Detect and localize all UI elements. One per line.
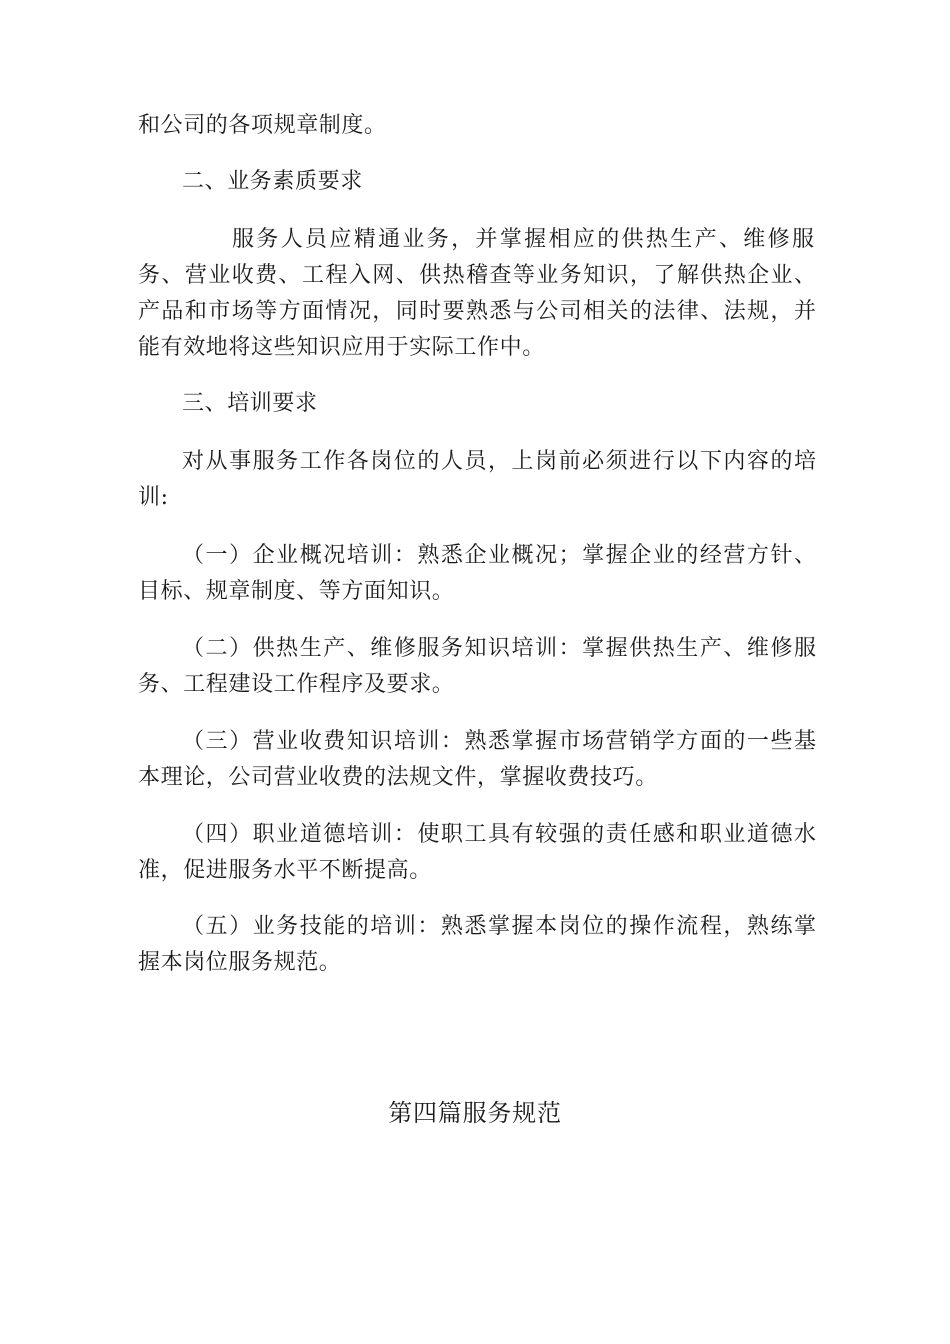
training-item-3-line-2: 本理论，公司营业收费的法规文件，掌握收费技巧。 xyxy=(138,765,658,790)
training-item-4-line-1: （四）职业道德培训：使职工具有较强的责任感和职业道德水 xyxy=(182,822,816,847)
training-item-4-line-2: 准，促进服务水平不断提高。 xyxy=(138,858,432,883)
section3-heading: 三、培训要求 xyxy=(182,391,318,416)
section2-heading: 二、业务素质要求 xyxy=(182,169,363,194)
training-item-1-line-1: （一）企业概况培训：熟悉企业概况；掌握企业的经营方针、 xyxy=(182,543,816,568)
section2-paragraph-line-3: 产品和市场等方面情况，同时要熟悉与公司相关的法律、法规，并 xyxy=(138,299,816,324)
section2-paragraph-line-2: 务、营业收费、工程入网、供热稽查等业务知识，了解供热企业、 xyxy=(138,263,816,288)
training-item-2-line-1: （二）供热生产、维修服务知识培训：掌握供热生产、维修服 xyxy=(182,636,816,661)
section2-paragraph-line-4: 能有效地将这些知识应用于实际工作中。 xyxy=(138,335,545,360)
section3-intro-line-1: 对从事服务工作各岗位的人员，上岗前必须进行以下内容的培 xyxy=(182,449,816,474)
training-item-5-line-1: （五）业务技能的培训：熟悉掌握本岗位的操作流程，熟练掌 xyxy=(182,914,816,939)
training-item-2-line-2: 务、工程建设工作程序及要求。 xyxy=(138,672,455,697)
part-title: 第四篇服务规范 xyxy=(388,1099,562,1127)
training-item-3-line-1: （三）营业收费知识培训：熟悉掌握市场营销学方面的一些基 xyxy=(182,729,816,754)
training-item-1-line-2: 目标、规章制度、等方面知识。 xyxy=(138,579,455,604)
section3-intro-line-2: 训: xyxy=(138,485,169,510)
intro-tail-line: 和公司的各项规章制度。 xyxy=(138,113,387,138)
section2-paragraph-line-1: 服务人员应精通业务，并掌握相应的供热生产、维修服 xyxy=(232,227,814,252)
training-item-5-line-2: 握本岗位服务规范。 xyxy=(138,950,342,975)
